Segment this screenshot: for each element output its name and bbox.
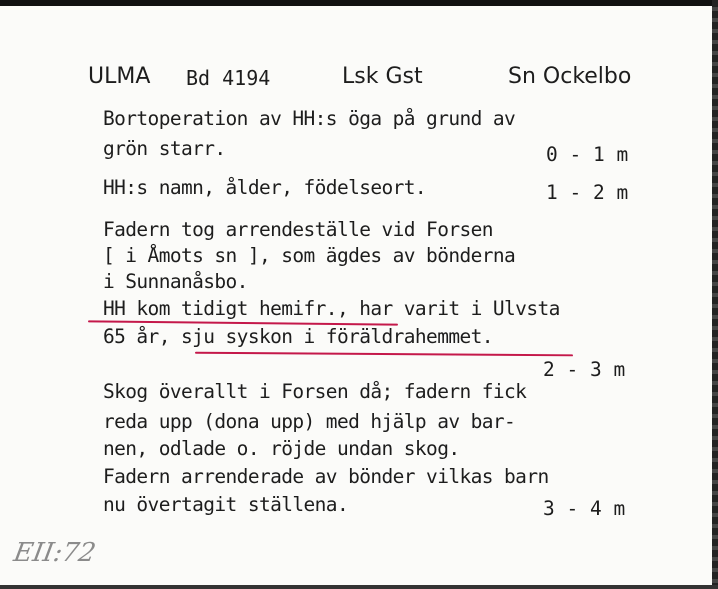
entry-4-line-3: nen, odlade o. röjde undan skog. <box>103 437 460 460</box>
entry-3-line-3: i Sunnanåsbo. <box>103 270 248 293</box>
entry-1-line-1: Bortoperation av HH:s öga på grund av <box>103 107 516 130</box>
entry-3-line-4: HH kom tidigt hemifr., har varit i Ulvsta <box>103 297 560 320</box>
entry-3-line-1: Fadern tog arrendeställe vid Forsen <box>103 218 493 241</box>
entry-2-measure: 1 - 2 m <box>546 181 629 204</box>
header-volume: Bd 4194 <box>186 66 271 90</box>
entry-4-line-4: Fadern arrenderade av bönder vilkas barn <box>103 465 549 488</box>
header-province: Lsk Gst <box>342 64 423 89</box>
entry-3-measure: 2 - 3 m <box>543 358 626 381</box>
header-place: ULMA <box>88 64 151 89</box>
entry-3-line-2: [ i Åmots sn ], som ägdes av bönderna <box>103 244 516 267</box>
entry-1-line-2: grön starr. <box>103 137 226 160</box>
entry-4-line-5: nu övertagit ställena. <box>103 493 349 516</box>
card-border-right <box>712 0 718 589</box>
entry-4-line-2: reda upp (dona upp) med hjälp av bar- <box>103 410 516 433</box>
entry-1-measure: 0 - 1 m <box>546 143 629 166</box>
entry-4-line-1: Skog överallt i Forsen då; fadern fick <box>103 380 527 403</box>
underline-syskon <box>195 352 573 357</box>
entry-3-line-5: 65 år, sju syskon i föräldrahemmet. <box>103 325 493 348</box>
header-parish: Sn Ockelbo <box>508 64 632 89</box>
entry-4-measure: 3 - 4 m <box>543 497 626 520</box>
card-border-bottom <box>0 585 718 589</box>
card-border-top <box>0 0 718 6</box>
entry-2-line-1: HH:s namn, ålder, födelseort. <box>103 176 427 199</box>
handwritten-signature: EII:72 <box>11 538 99 568</box>
